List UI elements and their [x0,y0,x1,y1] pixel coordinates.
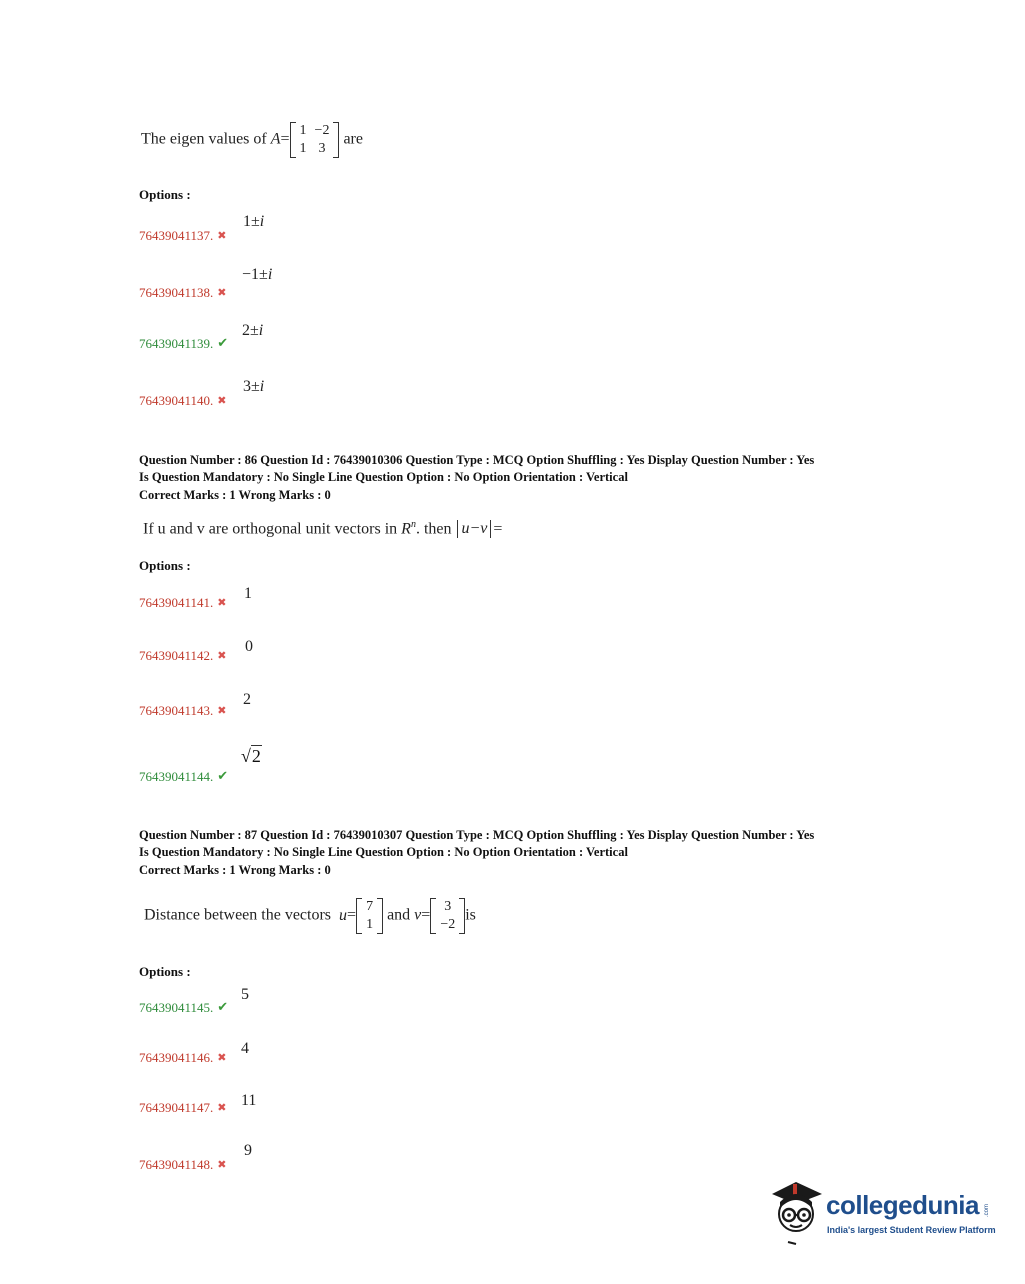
wrong-icon: ✖ [217,230,227,242]
q87-meta-line1: Question Number : 87 Question Id : 76439010307 Question Type : MCQ Option Shuffling : Yes Display Question Number : Yes [139,828,815,842]
wrong-icon: ✖ [217,597,227,609]
q87-option-4-id[interactable]: 76439041148. ✖ [139,1157,227,1172]
wrong-icon: ✖ [217,650,227,662]
q87-options-label: Options : [139,964,191,979]
q85-m22: 3 [318,141,326,156]
q87-option-2-id[interactable]: 76439041146. ✖ [139,1050,227,1065]
logo-tagline: India's largest Student Review Platform [827,1225,996,1235]
q85-options-label: Options : [139,187,191,202]
q85-option-2-id[interactable]: 76439041138. ✖ [139,285,227,300]
q86-option-3-value: 2 [243,691,251,708]
q87-u-name: u [339,906,348,924]
q87-option-1-id[interactable]: 76439041145. ✔ [139,999,229,1015]
q86-option-3-id[interactable]: 76439041143. ✖ [139,703,227,718]
check-icon: ✔ [217,999,229,1014]
logo-name: collegedunia [826,1190,979,1220]
q86-text-before: If u and v are orthogonal unit vectors in [143,520,398,538]
q86-text-then: . then [415,520,452,538]
q86-option-4-id[interactable]: 76439041144. ✔ [139,768,229,784]
q85-option-3-id[interactable]: 76439041139. ✔ [139,335,229,351]
q85-m11: 1 [299,123,307,138]
q87-option-3-value: 11 [241,1092,257,1109]
q85-matrix [290,122,340,158]
q86-option-2-id[interactable]: 76439041142. ✖ [139,648,227,663]
q86-option-2-value: 0 [245,638,253,655]
q86-option-1-id[interactable]: 76439041141. ✖ [139,595,227,610]
q87-option-3-id[interactable]: 76439041147. ✖ [139,1100,227,1115]
q85-option-4-value: 3±i [243,378,265,395]
q85-option-1-id[interactable]: 76439041137. ✖ [139,228,227,243]
check-icon: ✔ [217,335,229,350]
wrong-icon: ✖ [217,705,227,717]
q85-m12: −2 [314,123,330,138]
q86-meta-line3: Correct Marks : 1 Wrong Marks : 0 [139,488,331,502]
q86-space-sup: n [410,519,416,530]
q87-option-4-value: 9 [244,1142,252,1159]
q86-meta-line1: Question Number : 86 Question Id : 76439010306 Question Type : MCQ Option Shuffling : Yes Display Question Number : Yes [139,453,815,467]
logo-com-suffix: .com [984,1204,990,1218]
q86-option-1-value: 1 [244,585,252,602]
q85-text-before: The eigen values of [141,130,267,148]
q86-options-label: Options : [139,558,191,573]
q86-norm: u−v [457,520,491,538]
mascot-icon [766,1178,826,1246]
q87-meta-line2: Is Question Mandatory : No Single Line Question Option : No Option Orientation : Vertical [139,844,628,859]
q85-option-2-value: −1±i [242,266,273,283]
q86-option-4-value: √2 [241,746,261,766]
q87-option-2-value: 4 [241,1040,249,1057]
wrong-icon: ✖ [217,1159,227,1171]
q87-text: Distance between the vectors u= 7 1 and v= 3 −2 is [144,899,476,932]
q87-meta [139,827,814,879]
q85-option-3-value: 2±i [242,322,264,339]
q87-and: and [387,906,411,924]
q87-u-vector: 7 1 [356,898,383,934]
wrong-icon: ✖ [217,395,227,407]
q85-option-1-value: 1±i [243,213,265,230]
q85-text: The eigen values of A= 1 −2 1 3 are [141,123,363,156]
collegedunia-logo[interactable] [766,1178,996,1248]
q87-meta-line3: Correct Marks : 1 Wrong Marks : 0 [139,863,331,877]
q87-v-name: v [414,906,422,924]
q86-space: R [401,520,411,538]
q85-matrix-name: A [270,130,281,148]
q87-is: is [465,906,476,924]
wrong-icon: ✖ [217,1052,227,1064]
wrong-icon: ✖ [217,1102,227,1114]
q86-text: If u and v are orthogonal unit vectors in $R^n$. then u−v = [143,519,503,538]
q87-option-1-value: 5 [241,986,249,1003]
check-icon: ✔ [217,768,229,783]
q85-text-after: are [343,130,363,148]
q87-v-vector: 3 −2 [430,898,465,934]
q87-text-before: Distance between the vectors [144,906,332,924]
q85-option-4-id[interactable]: 76439041140. ✖ [139,393,227,408]
wrong-icon: ✖ [217,287,227,299]
q86-meta [139,452,814,504]
q86-meta-line2: Is Question Mandatory : No Single Line Question Option : No Option Orientation : Vertical [139,469,628,484]
q85-m21: 1 [299,141,307,156]
